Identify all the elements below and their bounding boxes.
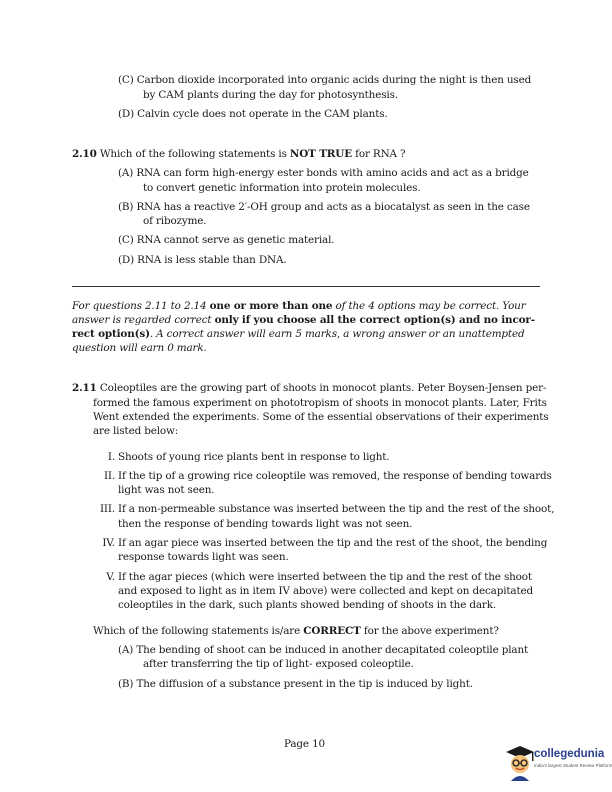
- instr-bold-3: rect option(s): [72, 328, 150, 340]
- q210-option-b-line2: of ribozyme.: [143, 215, 207, 227]
- obs-3-line2: then the response of bending towards light was not seen.: [118, 518, 413, 530]
- q211-stem-line3: Went extended the experiments. Some of the essential observations of their experiments: [93, 411, 549, 423]
- q210-number: 2.10: [72, 148, 97, 160]
- obs-2-line1: If the tip of a growing rice coleoptile was removed, the response of bending towards: [118, 470, 552, 482]
- section-divider: [72, 286, 540, 287]
- obs-5-line2: and exposed to light as in item IV above) were collected and kept on decapitated: [118, 585, 533, 597]
- q210-option-c: (C) RNA cannot serve as genetic material.: [118, 234, 335, 246]
- q209-option-c-line2: by CAM plants during the day for photosynthesis.: [143, 89, 398, 101]
- page-number: Page 10: [284, 738, 325, 750]
- q210-stem: [72, 147, 405, 161]
- q210-stem-text: Which of the following statements is: [99, 148, 287, 160]
- q210-option-a-line2: to convert genetic information into protein molecules.: [143, 182, 421, 194]
- instr-bold-2: only if you choose all the correct option(s) and no incor-: [214, 314, 535, 326]
- q209-option-d: (D) Calvin cycle does not operate in the CAM plants.: [118, 108, 388, 120]
- obs-2-line2: light was not seen.: [118, 484, 215, 496]
- q211-ask-end: for the above experiment?: [363, 625, 499, 637]
- q211-ask: [93, 624, 499, 638]
- obs-4-line2: response towards light was seen.: [118, 551, 289, 563]
- obs-2-number: II.: [103, 470, 115, 482]
- instructions-line2: [72, 313, 535, 327]
- q211-option-a-line2: after transferring the tip of light- exposed coleoptile.: [143, 658, 414, 670]
- instr-text-3: answer is regarded correct: [72, 314, 212, 326]
- obs-4-number: IV.: [102, 537, 115, 549]
- q211-stem-line2: formed the famous experiment on phototropism of shoots in monocot plants. Later, Frits: [93, 397, 547, 409]
- q211-option-b: (B) The diffusion of a substance present in the tip is induced by light.: [118, 678, 473, 690]
- obs-3-number: III.: [99, 503, 115, 515]
- instr-text-4: . A correct answer will earn 5 marks, a wrong answer or an unattempted: [149, 328, 525, 340]
- q211-stem-line4: are listed below:: [93, 425, 179, 437]
- instructions-line1: [72, 299, 526, 313]
- instr-text-1: For questions 2.11 to 2.14: [72, 300, 207, 312]
- obs-5-number: V.: [106, 571, 115, 583]
- obs-5-line3: coleoptiles in the dark, such plants showed bending of shoots in the dark.: [118, 599, 497, 611]
- obs-5-line1: If the agar pieces (which were inserted between the tip and the rest of the shoot: [118, 571, 532, 583]
- q210-option-d: (D) RNA is less stable than DNA.: [118, 254, 287, 266]
- q210-option-b-line1: (B) RNA has a reactive 2′-OH group and acts as a biocatalyst as seen in the case: [118, 201, 530, 213]
- brand-tagline: India's largest Student Review Platform: [534, 763, 612, 768]
- obs-3-line1: If a non-permeable substance was inserted between the tip and the rest of the shoot,: [118, 503, 555, 515]
- instr-bold-1: one or more than one: [209, 300, 333, 312]
- q209-option-c-line1: (C) Carbon dioxide incorporated into organic acids during the night is then used: [118, 74, 532, 86]
- q211-stem-text-1: Coleoptiles are the growing part of shoots in monocot plants. Peter Boysen-Jensen per-: [99, 382, 547, 394]
- obs-4-line1: If an agar piece was inserted between the tip and the rest of the shoot, the bending: [118, 537, 548, 549]
- q211-number: 2.11: [72, 382, 97, 394]
- q210-stem-emphasis: NOT TRUE: [289, 148, 352, 160]
- q211-option-a-line1: (A) The bending of shoot can be induced in another decapitated coleoptile plant: [118, 644, 529, 656]
- q210-option-a-line1: (A) RNA can form high-energy ester bonds with amino acids and act as a bridge: [118, 167, 529, 179]
- obs-1-line1: Shoots of young rice plants bent in response to light.: [118, 451, 390, 463]
- brand-name: collegedunia: [534, 748, 605, 760]
- instructions-line3: [72, 327, 524, 341]
- q210-stem-end: for RNA ?: [355, 148, 406, 160]
- q211-ask-emphasis: CORRECT: [303, 625, 361, 637]
- q211-stem-line1: [72, 381, 546, 395]
- obs-1-number: I.: [107, 451, 115, 463]
- instructions-line4: question will earn 0 mark.: [72, 342, 207, 354]
- q211-ask-text: Which of the following statements is/are: [93, 625, 301, 637]
- instr-text-2: of the 4 options may be correct. Your: [335, 300, 526, 312]
